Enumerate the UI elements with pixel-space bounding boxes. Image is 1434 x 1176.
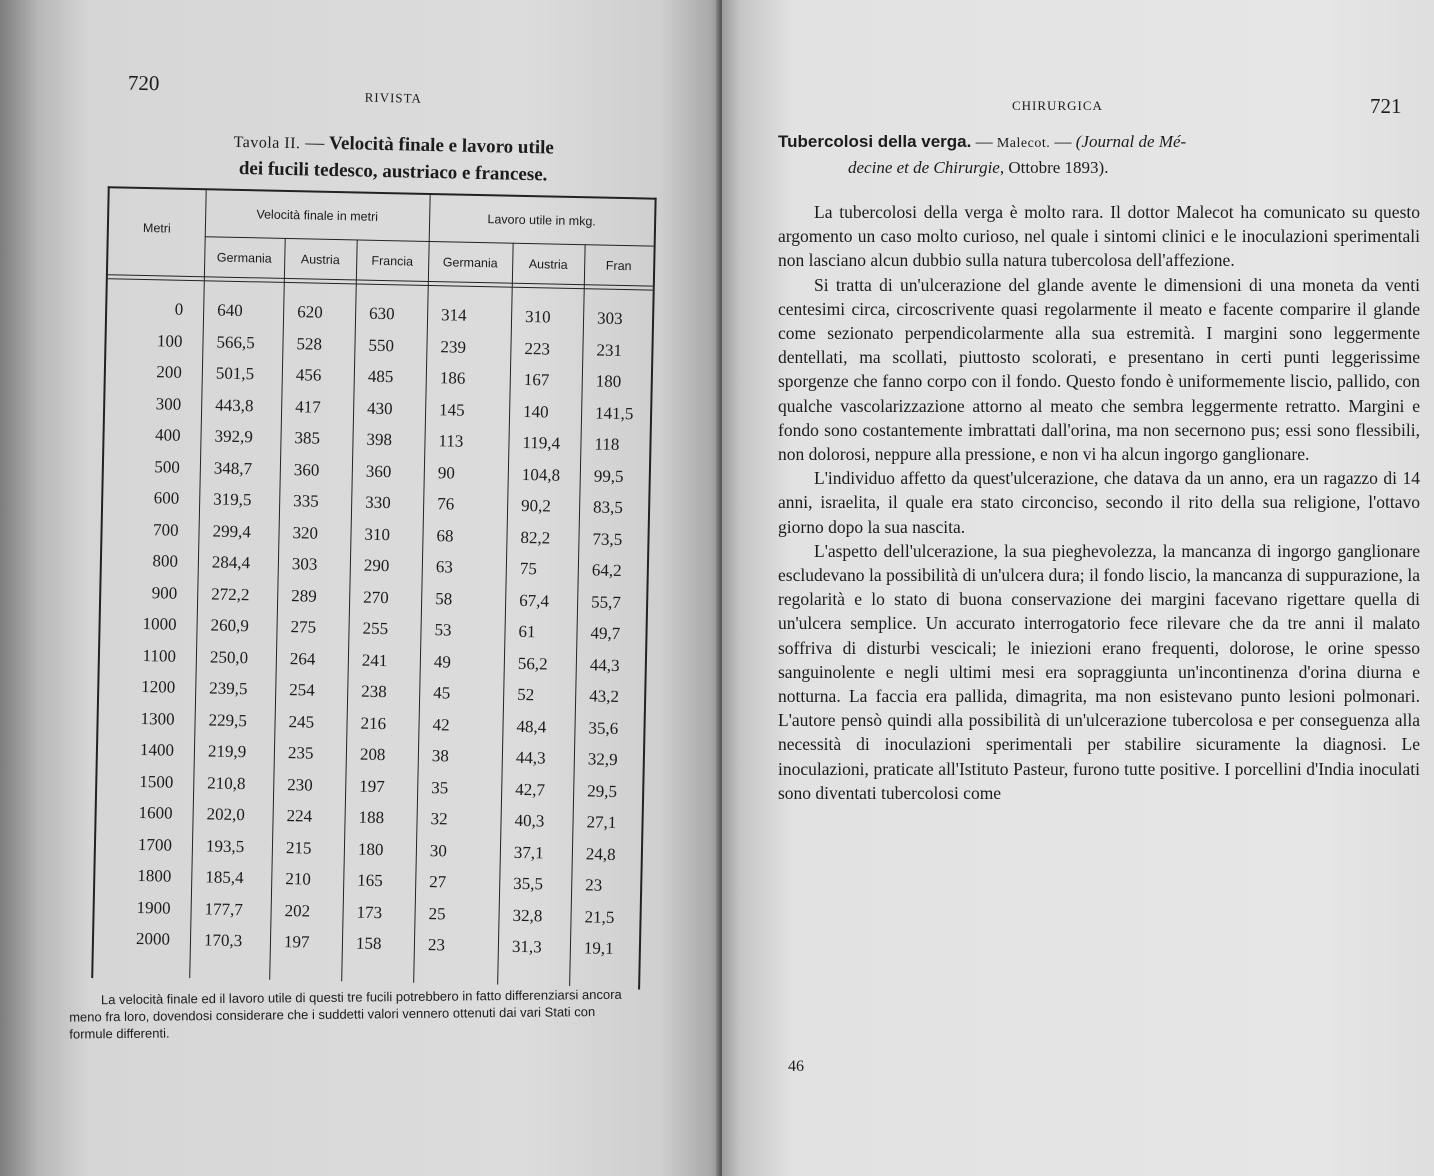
cell-value: 170,3 — [203, 930, 243, 951]
cell-value: 310 — [524, 306, 551, 327]
cell-value: 430 — [366, 398, 393, 418]
cell-value: 165 — [357, 870, 383, 891]
cell-metri: 1000 — [142, 614, 177, 634]
running-head-left: RIVISTA — [364, 89, 423, 106]
cell-value: 27,1 — [586, 812, 617, 833]
cell-value: 224 — [286, 806, 313, 826]
cell-value: 99,5 — [593, 465, 624, 486]
article-date: , Ottobre 1893). — [999, 158, 1109, 177]
cell-value: 275 — [290, 617, 317, 637]
cell-metri: 2000 — [135, 928, 171, 949]
cell-value: 32 — [430, 809, 448, 829]
cell-value: 58 — [435, 588, 453, 609]
cell-value: 320 — [292, 522, 319, 543]
cell-value: 27 — [429, 872, 447, 892]
cell-value: 239 — [440, 336, 467, 357]
cell-value: 202,0 — [206, 804, 246, 825]
cell-value: 64,2 — [591, 560, 622, 581]
cell-value: 528 — [296, 333, 323, 354]
cell-value: 501,5 — [215, 363, 255, 384]
cell-value: 24,8 — [585, 843, 616, 864]
table-title — [158, 127, 629, 190]
cell-metri: 1300 — [140, 708, 175, 729]
paragraph-1: La tubercolosi della verga è molto rara. Il dottor Malecot ha comunicato su questo argomento un caso molto curioso, nel quale i sintomi clinici e le inoculazioni sperimentali non lasciano alcun dubbio sulla natura tubercolosa dell'affezione. — [778, 202, 1420, 271]
cell-value: 254 — [289, 680, 315, 700]
cell-value: 32,9 — [587, 749, 618, 770]
table-label: Tavola II. — [233, 133, 301, 153]
cell-value: 73,5 — [592, 528, 623, 549]
cell-value: 90,2 — [520, 495, 552, 516]
cell-value: 43,2 — [589, 686, 620, 707]
cell-value: 360 — [293, 459, 320, 480]
cell-value: 230 — [287, 774, 313, 795]
cell-metri: 800 — [152, 551, 179, 571]
cell-value: 104,8 — [521, 464, 561, 485]
cell-metri: 1500 — [139, 771, 174, 792]
cell-value: 208 — [359, 744, 386, 765]
cell-value: 245 — [288, 711, 315, 732]
cell-value: 620 — [296, 302, 323, 322]
cell-value: 68 — [436, 525, 454, 546]
cell-value: 48,4 — [516, 716, 547, 737]
cell-metri: 500 — [154, 456, 181, 477]
cell-value: 241 — [361, 650, 388, 670]
article-heading — [778, 130, 1418, 180]
cell-value: 167 — [523, 369, 550, 390]
cell-value: 32,8 — [512, 905, 543, 925]
cell-value: 219,9 — [207, 741, 247, 762]
cell-metri: 1600 — [138, 803, 173, 823]
paragraph-3: L'individuo affetto da quest'ulcerazione, che datava da un anno, era un ragazzo di 14 anni, israelita, il quale era stato circonciso, secondo il rito della sua religione, l'ottavo giorno dopo la sua nascita. — [778, 468, 1420, 537]
cell-value: 141,5 — [594, 402, 634, 423]
cell-value: 550 — [368, 335, 395, 355]
cell-value: 61 — [518, 621, 536, 642]
cell-metri: 1900 — [136, 897, 171, 918]
cell-value: 23 — [585, 875, 603, 895]
cell-metri: 900 — [151, 582, 178, 603]
cell-value: 456 — [295, 365, 322, 385]
header-metri: Metri — [142, 220, 171, 236]
cell-value: 140 — [522, 401, 549, 421]
table-title-dash: — — [305, 132, 325, 154]
cell-value: 348,7 — [213, 458, 253, 478]
cell-value: 231 — [596, 339, 623, 360]
cell-value: 566,5 — [216, 332, 255, 352]
cell-value: 310 — [364, 524, 391, 544]
cell-value: 319,5 — [213, 489, 252, 510]
cell-value: 63 — [435, 557, 454, 577]
cell-value: 193,5 — [205, 835, 245, 856]
cell-value: 145 — [438, 399, 465, 420]
cell-value: 35 — [431, 777, 449, 797]
cell-metri: 300 — [155, 393, 182, 414]
cell-metri: 1400 — [139, 740, 175, 760]
page-number-left: 720 — [127, 70, 160, 96]
article-title: Tubercolosi della verga. — [778, 132, 972, 151]
cell-metri: 1800 — [137, 865, 172, 886]
cell-value: 630 — [368, 303, 395, 324]
cell-value: 25 — [428, 903, 446, 923]
cell-metri: 600 — [153, 488, 180, 508]
cell-value: 40,3 — [514, 810, 545, 831]
cell-value: 185,4 — [205, 867, 244, 888]
right-page — [722, 0, 1434, 1176]
cell-value: 299,4 — [212, 520, 252, 541]
cell-value: 303 — [596, 308, 623, 329]
paragraph-4: L'aspetto dell'ulcerazione, la sua pieghevolezza, la mancanza di ingorgo ganglionare escludevano la possibilità di un'ulcera dura; il fondo liscio, la mancanza di suppurazione, la regolarità e lo stato di buona conservazione dei margini facevano rigettare quella di un'ulcera semplice. Un accurato interrogatorio fece rilevare che da tre anni il malato soffriva di disturbi vescicali; le iniezioni erano frequenti, dolorose, le orine spesso sanguinolente e negli ultimi mesi era sopraggiunta un'incontinenza d'orina diurna e notturna. La faccia era pallida, dimagrita, ma non esistevano punto lesioni polmonari. L'autore pensò quindi alla possibilità di un'ulcerazione tubercolosa e per conseguenza alla necessità di inoculazioni sperimentali per stabilire sicuramente la diagnosi. Le inoculazioni, praticate all'Istituto Pasteur, furono tutte positive. I porcellini d'India inoculati sono diventati tubercolosi come — [778, 540, 1420, 803]
cell-value: 29,5 — [587, 780, 618, 801]
cell-value: 289 — [291, 585, 317, 606]
running-head-right: CHIRURGICA — [1012, 98, 1103, 113]
cell-value: 335 — [293, 491, 319, 511]
cell-metri: 1100 — [142, 645, 177, 666]
cell-value: 56,2 — [517, 653, 548, 674]
subheader-1: Germania — [216, 250, 272, 266]
cell-value: 118 — [594, 434, 620, 454]
cell-value: 44,3 — [589, 654, 620, 675]
cell-value: 392,9 — [214, 426, 254, 447]
cell-value: 216 — [360, 713, 387, 733]
cell-value: 52 — [517, 684, 535, 705]
cell-metri: 1200 — [141, 677, 176, 697]
cell-value: 23 — [427, 935, 446, 955]
cell-value: 197 — [359, 776, 385, 796]
cell-value: 31,3 — [511, 936, 542, 957]
cell-value: 76 — [436, 494, 455, 514]
cell-value: 238 — [361, 681, 387, 702]
cell-value: 42,7 — [515, 779, 546, 800]
cell-value: 485 — [367, 366, 394, 387]
cell-value: 235 — [287, 743, 314, 763]
cell-value: 640 — [217, 300, 243, 321]
cell-value: 272,2 — [211, 583, 250, 604]
cell-value: 229,5 — [208, 709, 248, 730]
cell-value: 188 — [358, 807, 385, 828]
header-velocita: Velocità finale in metri — [256, 207, 379, 224]
cell-value: 239,5 — [209, 678, 248, 699]
cell-value: 255 — [362, 618, 389, 639]
cell-metri: 1700 — [137, 834, 173, 855]
subheader-2: Austria — [300, 252, 340, 268]
cell-value: 215 — [285, 837, 312, 858]
cell-value: 250,0 — [209, 646, 249, 667]
article-journal-cont: decine et de Chirurgie — [848, 158, 1000, 177]
cell-value: 223 — [524, 338, 551, 359]
subheader-5: Austria — [528, 257, 568, 272]
table-title-line2: dei fucili tedesco, austriaco e francese. — [238, 157, 548, 186]
page-number-right: 721 — [1370, 94, 1402, 118]
cell-value: 330 — [365, 492, 391, 513]
cell-value: 290 — [363, 555, 390, 576]
cell-value: 55,7 — [590, 591, 622, 612]
cell-value: 45 — [433, 683, 451, 703]
cell-value: 158 — [355, 933, 382, 954]
right-page-content — [722, 0, 1434, 1176]
cell-value: 260,9 — [210, 615, 250, 636]
cell-metri: 100 — [156, 330, 183, 351]
cell-value: 119,4 — [522, 432, 561, 453]
cell-value: 360 — [365, 461, 392, 481]
cell-value: 83,5 — [592, 497, 624, 518]
cell-value: 173 — [356, 902, 383, 922]
cell-value: 180 — [357, 839, 384, 859]
cell-value: 35,5 — [513, 873, 544, 894]
subheader-4: Germania — [442, 255, 498, 271]
cell-value: 398 — [366, 429, 393, 450]
article-dash-1: — — [971, 132, 997, 151]
cell-value: 270 — [363, 587, 389, 607]
table-footnote: La velocità finale ed il lavoro utile di questi tre fucili potrebbero in fatto differenziarsi ancora meno fra loro, dovendosi considerare che i suddetti valori vennero ottenuti dai vari Stati con formule differenti. — [69, 986, 622, 1042]
cell-value: 264 — [289, 648, 316, 669]
cell-value: 197 — [283, 932, 310, 952]
cell-value: 49,7 — [590, 623, 621, 644]
cell-value: 90 — [437, 462, 456, 483]
cell-value: 314 — [440, 305, 467, 325]
header-lavoro: Lavoro utile in mkg. — [487, 212, 596, 229]
cell-value: 49 — [433, 651, 452, 672]
cell-value: 210 — [285, 869, 312, 889]
subheader-6: Fran — [605, 258, 632, 274]
cell-value: 210,8 — [207, 772, 246, 793]
cell-value: 67,4 — [518, 590, 550, 611]
cell-value: 113 — [438, 431, 464, 451]
article-body — [778, 200, 1420, 805]
cell-metri: 0 — [174, 299, 184, 319]
article-author: Malecot. — [996, 136, 1051, 151]
cell-value: 202 — [284, 900, 311, 921]
cell-value: 385 — [294, 428, 321, 448]
data-table — [91, 186, 656, 989]
cell-value: 19,1 — [583, 938, 614, 958]
article-dash-2: — — [1050, 132, 1076, 151]
cell-value: 177,7 — [204, 898, 244, 919]
cell-value: 75 — [519, 558, 538, 579]
cell-metri: 700 — [152, 519, 179, 540]
cell-value: 180 — [595, 371, 622, 392]
cell-value: 82,2 — [520, 527, 551, 548]
cell-value: 443,8 — [215, 395, 254, 415]
table-title-line1: Velocità finale e lavoro utile — [328, 132, 555, 159]
cell-value: 186 — [439, 368, 466, 388]
cell-value: 21,5 — [584, 906, 615, 927]
cell-value: 30 — [429, 840, 448, 860]
cell-metri: 400 — [154, 425, 181, 445]
subheader-3: Francia — [371, 253, 414, 269]
cell-metri: 200 — [156, 362, 183, 382]
cell-value: 53 — [434, 620, 452, 640]
paragraph-2: Si tratta di un'ulcerazione del glande avente le dimensioni di una moneta da venti centesimi circa, circoscrivente quasi regolarmente il meato e facente comparire il glande come sezionato perpendicolarmente alla sua estremità. I margini sono leggermente dentellati, ma scollati, piuttosto scolorati, e presentano in certi punti leggerissime sporgenze che fanno corpo con il fondo. Questo fondo è uniformemente liscio, pallido, con qualche vascolarizzazione attorno al meato che sembra leggermente retratto. Margini e fondo sono costantemente imbrattati dall'orina, ma non secernono pus; essi sono flessibili, non dolorosi, neppure alla pressione, e non vi ha alcun ingorgo ganglionare. — [778, 274, 1420, 465]
cell-value: 44,3 — [515, 747, 546, 768]
cell-value: 38 — [431, 746, 450, 766]
signature-mark: 46 — [788, 1058, 804, 1075]
cell-value: 284,4 — [211, 552, 251, 573]
cell-value: 417 — [295, 396, 321, 417]
cell-value: 42 — [432, 714, 450, 734]
article-journal: (Journal de Mé- — [1075, 132, 1187, 151]
cell-value: 303 — [291, 554, 318, 574]
cell-value: 35,6 — [588, 717, 619, 738]
cell-value: 37,1 — [513, 842, 544, 862]
